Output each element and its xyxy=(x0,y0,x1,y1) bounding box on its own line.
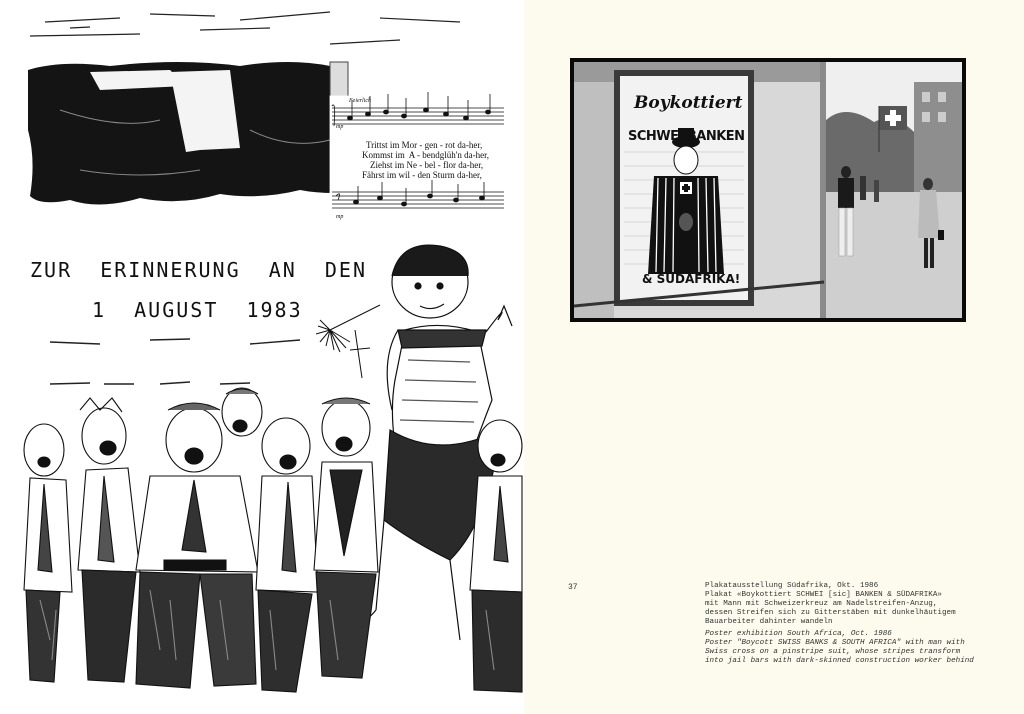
sheet-music-dynamic-bottom: mp xyxy=(336,214,344,220)
caption-line-en: Swiss cross on a pinstripe suit, whose stripes transform xyxy=(705,648,961,656)
scribble-lines xyxy=(30,12,460,44)
caption-line-de: Plakatausstellung Südafrika, Okt. 1986 xyxy=(705,582,879,590)
caption-line-de: mit Mann mit Schweizerkreuz am Nadelstreifen-Anzug, xyxy=(705,600,938,608)
poster-exhibition-photo xyxy=(574,62,962,318)
caption-line-en: Poster exhibition South Africa, Oct. 1986 xyxy=(705,630,892,638)
page-number: 37 xyxy=(568,583,578,592)
caption-line-de: Plakat «Boykottiert SCHWEI [sic] BANKEN & SÜDAFRIKA» xyxy=(705,591,942,599)
caption-line-de: Bauarbeiter dahinter wandeln xyxy=(705,618,833,626)
caption-line-en: into jail bars with dark-skinned construction worker behind xyxy=(705,657,974,665)
caption-line-en: Poster "Boycott SWISS BANKS & SOUTH AFRICA" with man with xyxy=(705,639,965,647)
anthem-lyric-line: Trittst im Mor - gen - rot da-her, xyxy=(366,140,483,150)
divider-scribbles xyxy=(50,339,300,384)
poster-text-suedafrika: & SÜDAFRIKA! xyxy=(642,272,741,286)
poster-title-boykottiert: Boykottiert xyxy=(634,93,743,113)
anthem-lyric-line: Ziehst im Ne - bel - flor da-her, xyxy=(370,160,484,170)
anthem-lyric-line: Fährst im wil - den Sturm da-her, xyxy=(362,170,482,180)
memorial-heading-line2: 1 AUGUST 1983 xyxy=(92,298,303,322)
sheet-music-tempo: Feierlich xyxy=(349,98,371,104)
photo-caption xyxy=(705,582,1005,666)
anthem-lyric-line: Kommst im A - bendglüh'n da-her, xyxy=(362,150,489,160)
caption-line-de: dessen Streifen sich zu Gitterstäben mit dunkelhäutigem xyxy=(705,609,956,617)
swiss-flag-drawing xyxy=(28,62,380,205)
poster-text-banken: SCHWEI BANKEN xyxy=(628,129,745,144)
broom-drawing xyxy=(316,305,380,378)
memorial-heading-line1: ZUR ERINNERUNG AN DEN xyxy=(30,258,367,282)
sheet-music-dynamic-top: mp xyxy=(336,124,344,130)
